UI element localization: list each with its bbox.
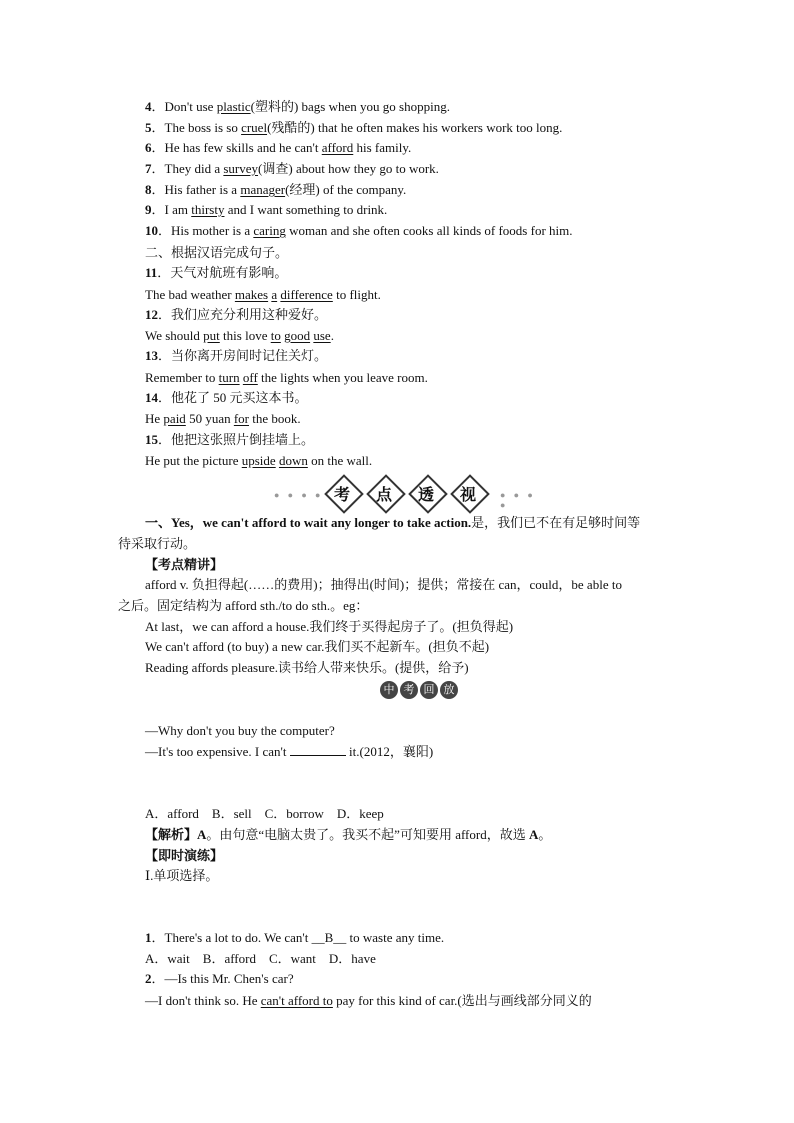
banner-char: 点 [375,487,392,504]
q11-answer: The bad weather makes a difference to flight. [145,287,381,302]
options-1: A．afford B．sell C．borrow D．keep [145,806,384,821]
q14-answer: He paid 50 yuan for the book. [145,411,301,426]
example-2: We can't afford (to buy) a new car.我们买不起新车。(担负不起) [145,639,490,654]
vocab-item: 6．He has few skills and he can't afford his family. [145,140,412,155]
section-banner [274,478,549,508]
point1-heading-cont: 待采取行动。 [118,536,197,551]
explain-title: 【考点精讲】 [145,557,224,572]
practice-q1-options: A．wait B．afford C．want D．have [145,951,376,966]
decor-dots-left: ● ● ● ● [274,490,324,500]
practice-q2: 2．—Is this Mr. Chen's car? [145,971,294,986]
vocab-item: 9．I am thirsty and I want something to drink. [145,202,388,217]
q15-cn: 15．他把这张照片倒挂墙上。 [145,432,315,447]
review-char: 回 [420,681,438,699]
practice-title: 【即时演练】 [145,848,224,863]
review-char: 中 [380,681,398,699]
banner-char: 透 [417,487,434,504]
practice-q2-line2: —I don't think so. He can't afford to pay for this kind of car.(选出与画线部分同义的 [145,993,592,1008]
answer-blank [290,743,346,756]
analysis: 【解析】A。由句意“电脑太贵了。我买不起”可知要用 afford，故选 A。 [145,827,552,842]
vocab-item: 7．They did a survey(调查) about how they go to work. [145,161,439,176]
vocab-item: 5．The boss is so cruel(残酷的) that he often makes his workers work too long. [145,120,563,135]
vocab-item: 10．His mother is a caring woman and she often cooks all kinds of foods for him. [145,223,573,238]
vocab-item: 8．His father is a manager(经理) of the company. [145,182,407,197]
dialogue-line-1: —Why don't you buy the computer? [145,723,335,738]
q11-cn: 11．天气对航班有影响。 [145,265,288,280]
q14-cn: 14．他花了 50 元买这本书。 [145,390,308,405]
q12-answer: We should put this love to good use. [145,328,334,343]
vocab-item: 4．Don't use plastic(塑料的) bags when you go shopping. [145,99,450,114]
review-char: 考 [400,681,418,699]
review-badge [380,680,460,699]
example-1: At last，we can afford a house.我们终于买得起房子了。(担负得起) [145,619,514,634]
point1-heading: 一、Yes，we can't afford to wait any longer to take action.是，我们已不在有足够时间等 [145,515,641,530]
banner-char: 视 [459,487,476,504]
explain-line-2: 之后。固定结构为 afford sth./to do sth.。eg： [118,598,369,613]
q13-answer: Remember to turn off the lights when you leave room. [145,370,428,385]
decor-dots-right: ● ● ● ● [500,490,536,510]
q12-cn: 12．我们应充分利用这种爱好。 [145,307,328,322]
practice-q1: 1．There's a lot to do. We can't __B__ to waste any time. [145,930,445,945]
section2-title: 二、根据汉语完成句子。 [145,245,289,260]
q15-answer: He put the picture upside down on the wall. [145,453,373,468]
banner-char: 考 [333,487,350,504]
review-char: 放 [440,681,458,699]
single-choice-title: Ⅰ.单项选择。 [145,868,219,883]
example-3: Reading affords pleasure.读书给人带来快乐。(提供，给予) [145,660,469,675]
q13-cn: 13．当你离开房间时记住关灯。 [145,348,328,363]
explain-line-1: afford v. 负担得起(……的费用)；抽得出(时间)；提供；常接在 can，could，be able to [145,577,622,592]
dialogue-line-2: —It's too expensive. I can't it.(2012，襄阳) [145,744,434,759]
